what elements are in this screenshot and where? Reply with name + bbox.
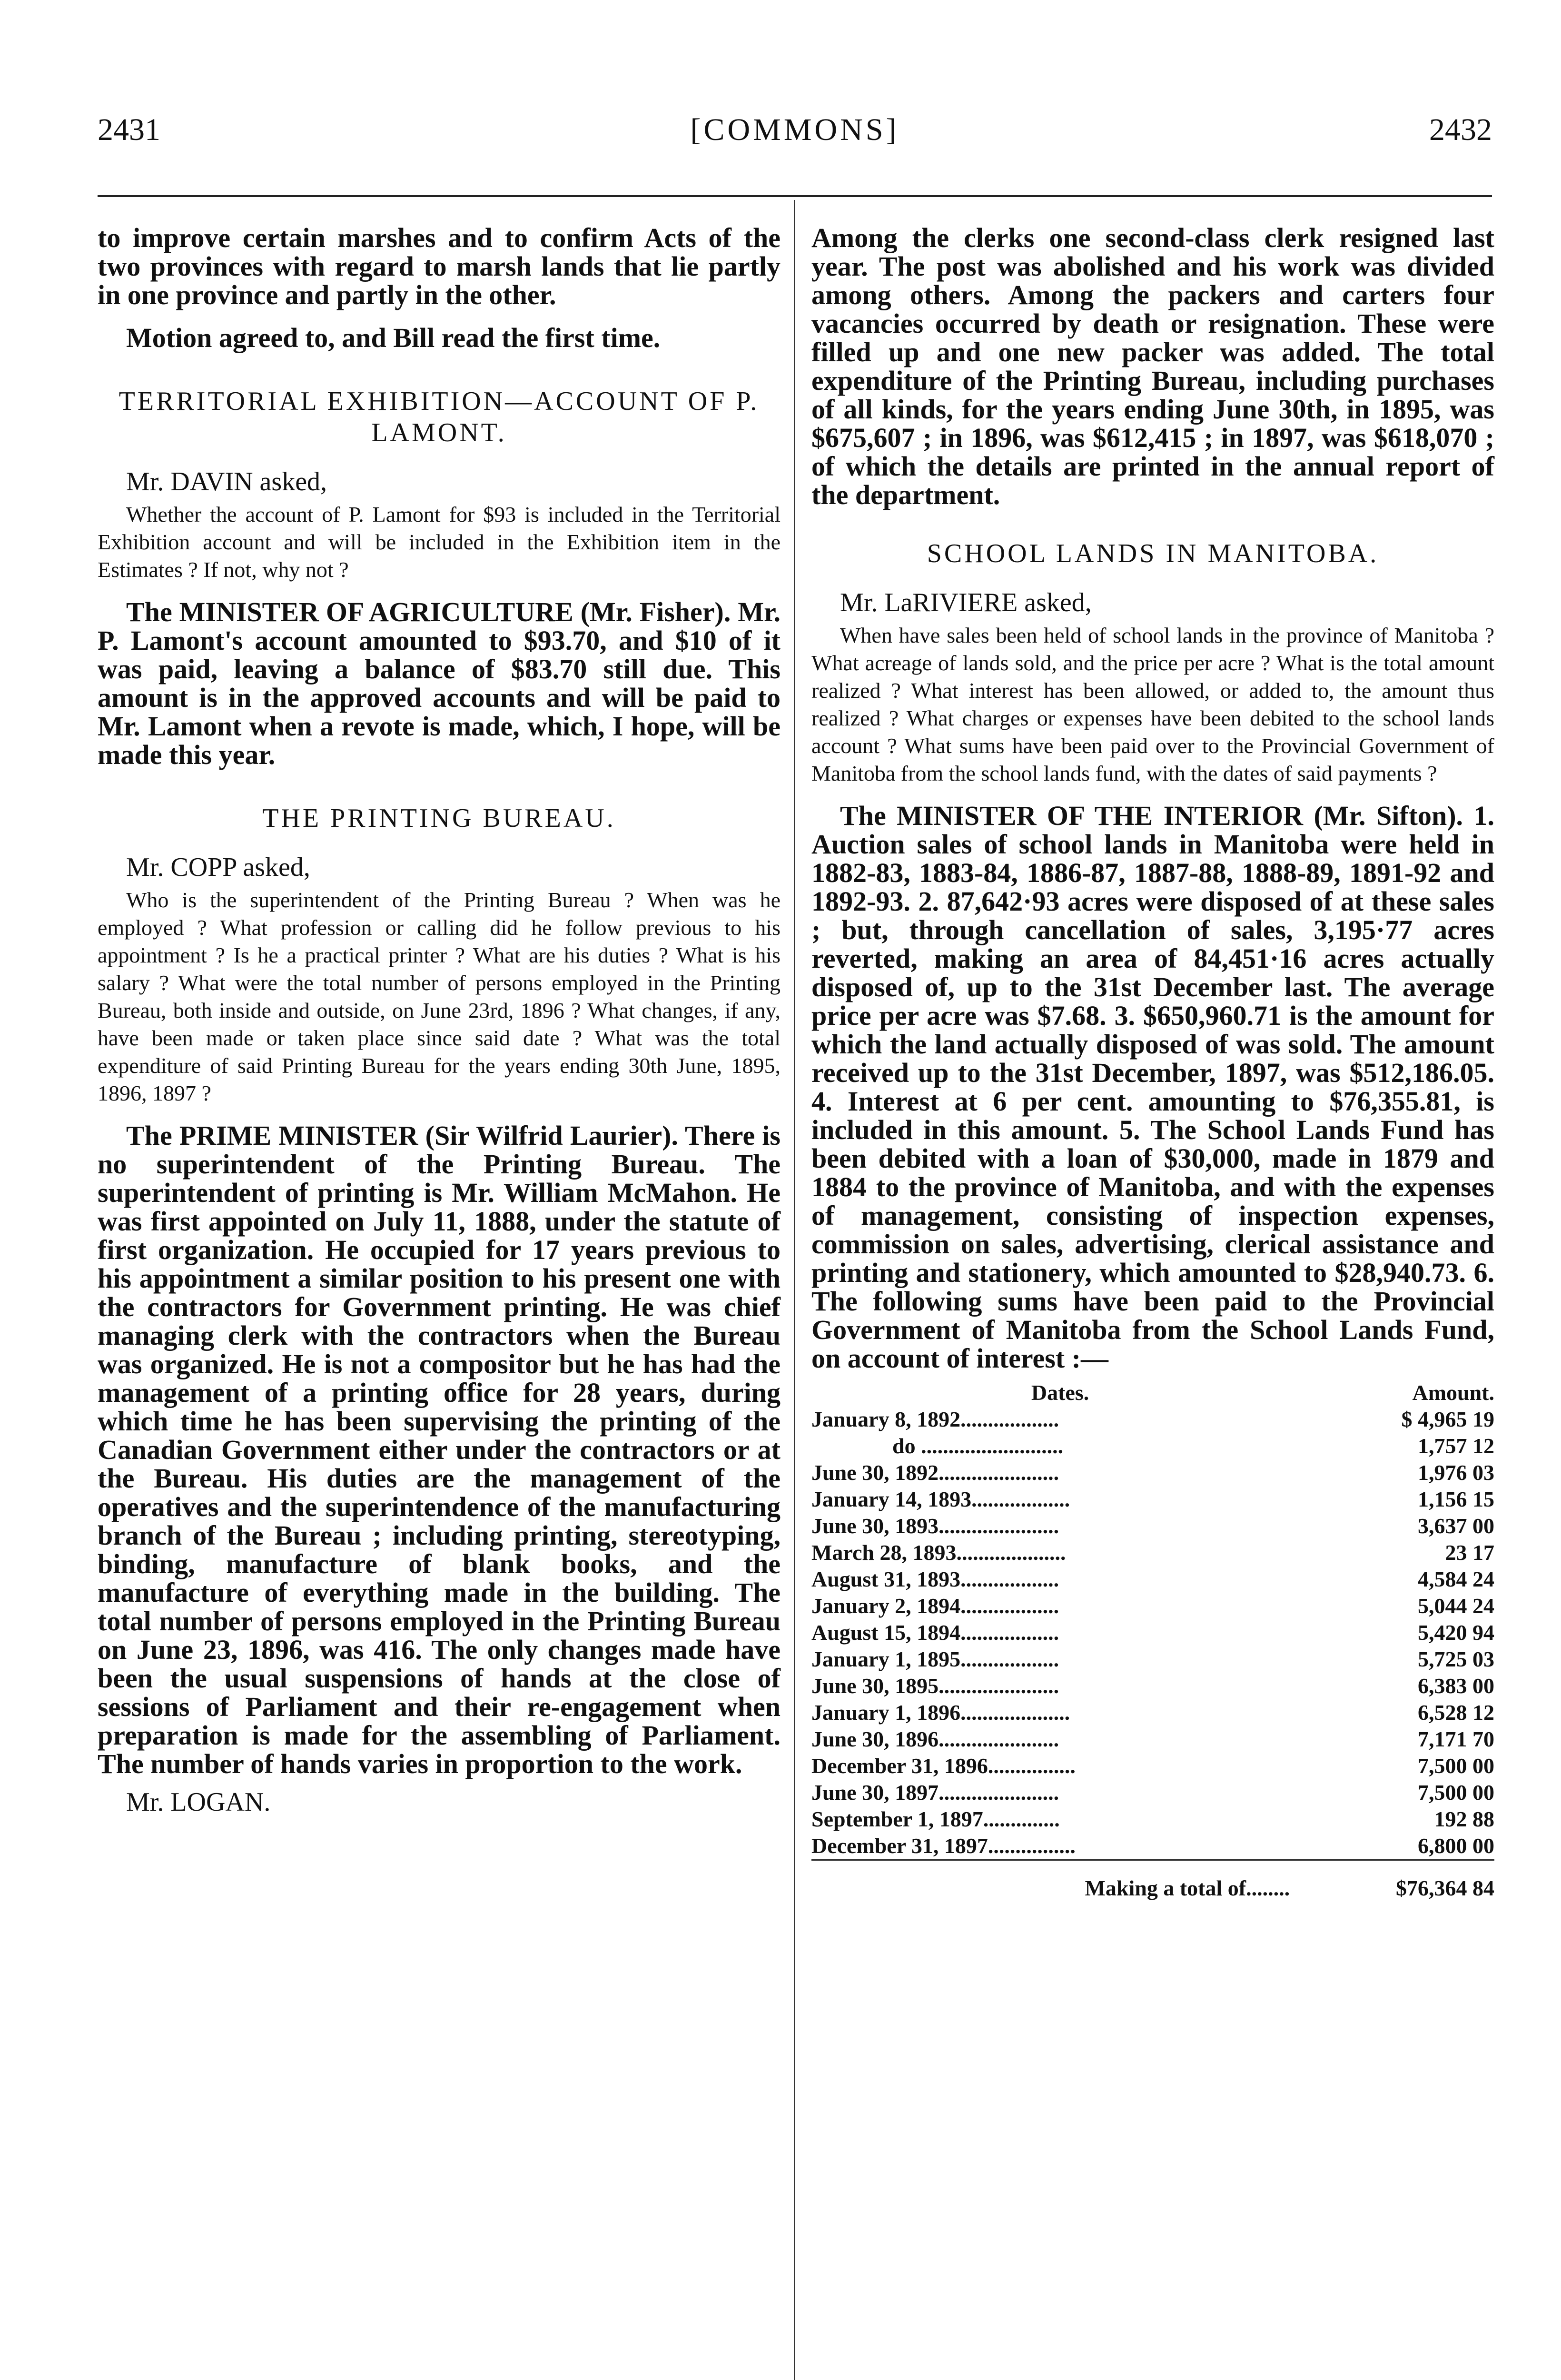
- table-row: [811, 1566, 1494, 1593]
- payment-amount: 4,584 24: [1418, 1567, 1494, 1591]
- payment-amount: $ 4,965 19: [1401, 1407, 1494, 1431]
- payment-amount: 192 88: [1434, 1807, 1494, 1831]
- question-text-copp: Who is the superintendent of the Printing Bureau ? When was he employed ? What profession or calling did he follow previous to his appointment ? Is he a practical printer ? What are his duties ? What is his salary ? What were the total number of persons employed in the Printing Bureau, both inside and outside, on June 23rd, 1896 ? What changes, if any, have been made or taken place since said date ? What was the total expenditure of said Printing Bureau for the years ending 30th June, 1895, 1896, 1897 ?: [98, 888, 780, 1105]
- table-row: [811, 1539, 1494, 1566]
- speaker-logan: Mr. LOGAN.: [126, 1787, 271, 1817]
- left-column: [98, 224, 780, 1821]
- payment-date: December 31, 1896................: [811, 1754, 1076, 1778]
- table-row: [811, 1699, 1494, 1726]
- question-text-lariviere: When have sales been held of school lands in the province of Manitoba ? What acreage of lands sold, and the price per acre ? What is the total amount realized ? What interest has been allowed, or added to, the amount thus realized ? What charges or expenses have been debited to the school lands account ? What sums have been paid over to the Provincial Government of Manitoba from the school lands fund, with the dates of said payments ?: [811, 623, 1494, 785]
- total-amount: $76,364 84: [1309, 1860, 1494, 1902]
- payment-amount: 5,044 24: [1418, 1594, 1494, 1618]
- payment-amount: 7,500 00: [1418, 1780, 1494, 1805]
- payment-amount: 6,528 12: [1418, 1700, 1494, 1725]
- payment-date: January 2, 1894..................: [811, 1594, 1059, 1618]
- right-paragraph-1: Among the clerks one second-class clerk resigned last year. The post was abolished and his work was divided among others. Among the packers and carters four vacancies occurred by death or resignation. These were filled up and one new packer was added. The total expenditure of the Printing Bureau, including purchases of all kinds, for the years ending June 30th, in 1895, was $675,607 ; in 1896, was $612,415 ; in 1897, was $618,070 ; of which the details are printed in the annual report of the department.: [811, 222, 1494, 510]
- payment-date: August 31, 1893..................: [811, 1567, 1059, 1591]
- payment-amount: 3,637 00: [1418, 1514, 1494, 1538]
- table-row: [811, 1779, 1494, 1806]
- table-row: [811, 1513, 1494, 1539]
- payment-date: June 30, 1897......................: [811, 1780, 1059, 1805]
- payment-date: June 30, 1892......................: [811, 1460, 1059, 1485]
- section-heading-printing-bureau: THE PRINTING BUREAU.: [262, 803, 616, 833]
- payment-date: December 31, 1897................: [811, 1834, 1076, 1858]
- payment-amount: 7,171 70: [1418, 1727, 1494, 1751]
- payment-date: do ..........................: [892, 1434, 1064, 1458]
- table-row: [811, 1433, 1494, 1459]
- table-row: [811, 1726, 1494, 1753]
- answer-prime-minister: The PRIME MINISTER (Sir Wilfrid Laurier). There is no superintendent of the Printing Bureau. The superintendent of printing is Mr. William McMahon. He was first appointed on July 11, 1888, under the statute of first organization. He occupied for 17 years previous to his appointment a similar position to his present one with the contractors for Government printing. He was chief managing clerk with the contractors when the Bureau was organized. He is not a compositor but he has had the management of a printing office for 28 years, during which time he has been supervising the printing of the Canadian Government either under the contractors or at the Bureau. His duties are the management of the operatives and the superintendence of the manufacturing branch of the Bureau ; including printing, stereotyping, binding, manufacture of blank books, and the manufacture of everything made in the building. The total number of persons employed in the Printing Bureau on June 23, 1896, was 416. The only changes made have been the usual suspensions of hands at the close of sessions of Parliament and their re-engagement when preparation is made for the assembling of Parliament. The number of hands varies in proportion to the work.: [98, 1120, 780, 1779]
- payment-amount: 6,800 00: [1418, 1834, 1494, 1858]
- table-row: [811, 1486, 1494, 1513]
- table-row: [811, 1459, 1494, 1486]
- left-page-number: 2431: [98, 112, 160, 147]
- table-row: [811, 1833, 1494, 1860]
- payment-date: January 1, 1895..................: [811, 1647, 1059, 1671]
- column-header-amount: Amount.: [1412, 1380, 1494, 1405]
- payment-amount: 1,156 15: [1418, 1487, 1494, 1511]
- table-row: [811, 1646, 1494, 1673]
- running-title: [COMMONS]: [690, 112, 899, 147]
- table-row: [811, 1673, 1494, 1699]
- table-body: [811, 1406, 1494, 1860]
- column-header-dates: Dates.: [1031, 1380, 1089, 1405]
- interest-payments-table: [811, 1379, 1494, 1902]
- payment-date: January 8, 1892..................: [811, 1407, 1059, 1431]
- question-asked-lariviere: Mr. LaRIVIERE asked,: [840, 588, 1092, 617]
- right-column: [811, 224, 1494, 1902]
- answer-minister-interior: The MINISTER OF THE INTERIOR (Mr. Sifton). 1. Auction sales of school lands in Manitoba were held in 1882-83, 1883-84, 1886-87, 1887-88, 1888-89, 1891-92 and 1892-93. 2. 87,642·93 acres were disposed of at these sales ; but, through cancellation of sales, 3,195·77 acres reverted, making an area of 84,451·16 acres actually disposed of, up to the 31st December last. The average price per acre was $7.68. 3. $650,960.71 is the amount for which the land actually disposed of was sold. The amount received up to the 31st December, 1897, was $512,186.05. 4. Interest at 6 per cent. amounting to $76,355.81, is included in this amount. 5. The School Lands Fund has been debited with a loan of $30,000, made in 1879 and 1884 to the province of Manitoba, and with the expenses of management, consisting of inspection expenses, commission on sales, advertising, clerical assistance and printing and stationery, which amounted to $28,940.73. 6. The following sums have been paid to the Provincial Government of Manitoba from the School Lands Fund, on account of interest :—: [811, 800, 1494, 1374]
- table-row: [811, 1593, 1494, 1619]
- table-header-row: [811, 1379, 1494, 1406]
- payment-amount: 5,420 94: [1418, 1620, 1494, 1645]
- table-row: [811, 1619, 1494, 1646]
- payment-date: June 30, 1895......................: [811, 1674, 1059, 1698]
- motion-agreed-paragraph: Motion agreed to, and Bill read the first time.: [126, 322, 661, 353]
- question-asked-copp: Mr. COPP asked,: [126, 853, 310, 882]
- payment-amount: 5,725 03: [1418, 1647, 1494, 1671]
- payment-amount: 7,500 00: [1418, 1754, 1494, 1778]
- question-text-davin: Whether the account of P. Lamont for $93 is included in the Territorial Exhibition account and will be included in the Exhibition item in the Estimates ? If not, why not ?: [98, 502, 780, 582]
- left-paragraph-1: to improve certain marshes and to confirm Acts of the two provinces with regard to marsh lands that lie partly in one province and partly in the other.: [98, 222, 780, 310]
- question-asked-davin: Mr. DAVIN asked,: [126, 467, 327, 496]
- table-row: [811, 1753, 1494, 1779]
- section-heading-school-lands: SCHOOL LANDS IN MANITOBA.: [927, 539, 1379, 568]
- payment-amount: 1,757 12: [1418, 1434, 1494, 1458]
- payment-amount: 6,383 00: [1418, 1674, 1494, 1698]
- section-heading-territorial-exhibition: TERRITORIAL EXHIBITION—ACCOUNT OF P. LAMONT.: [119, 387, 760, 447]
- payment-date: January 1, 1896....................: [811, 1700, 1070, 1725]
- total-label: Making a total of........: [811, 1860, 1309, 1902]
- table-row: [811, 1806, 1494, 1833]
- answer-minister-agriculture: The MINISTER OF AGRICULTURE (Mr. Fisher). Mr. P. Lamont's account amounted to $93.70, and $10 of it was paid, leaving a balance of $83.70 still due. This amount is in the approved accounts and will be paid to Mr. Lamont when a revote is made, which, I hope, will be made this year.: [98, 596, 780, 770]
- payment-date: September 1, 1897..............: [811, 1807, 1060, 1831]
- payment-date: June 30, 1893......................: [811, 1514, 1059, 1538]
- payment-amount: 1,976 03: [1418, 1460, 1494, 1485]
- header-rule: [98, 195, 1492, 197]
- page-header: [98, 112, 1492, 164]
- payment-date: June 30, 1896......................: [811, 1727, 1059, 1751]
- payment-date: March 28, 1893....................: [811, 1540, 1066, 1565]
- table-row: [811, 1406, 1494, 1433]
- right-page-number: 2432: [1429, 112, 1492, 147]
- payment-amount: 23 17: [1445, 1540, 1494, 1565]
- payment-date: August 15, 1894..................: [811, 1620, 1059, 1645]
- table-total-row: [811, 1860, 1494, 1902]
- column-divider: [794, 200, 795, 2380]
- payment-date: January 14, 1893..................: [811, 1487, 1070, 1511]
